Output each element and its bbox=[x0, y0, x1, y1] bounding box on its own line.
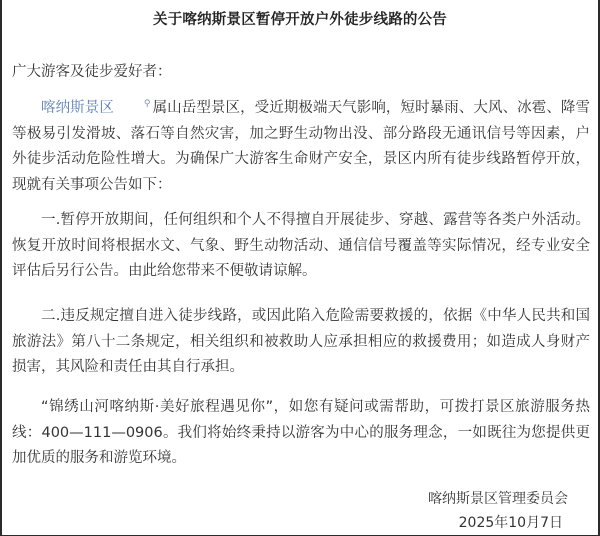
intro-paragraph bbox=[12, 96, 590, 198]
item-one-paragraph: 一.暂停开放期间，任何组织和个人不得擅自开展徒步、穿越、露营等各类户外活动。恢复开放时间将根据水文、气象、野生动物活动、通信信号覆盖等实际情况，经专业安全评估后另行公告。由此给您带来不便敬请谅解。 bbox=[12, 212, 590, 279]
closing-paragraph: “锦绣山河喀纳斯·美好旅程遇见你”，如您有疑问或需帮助，可拨打景区旅游服务热线：400—111—0906。我们将始终秉持以游客为中心的服务理念，一如既往为您提供更加优质的服务和游览环境。 bbox=[12, 399, 590, 466]
announcement-title: 关于喀纳斯景区暂停开放户外徒步线路的公告 bbox=[153, 12, 447, 28]
scenic-area-link[interactable]: 喀纳斯景区 bbox=[41, 100, 114, 116]
salutation: 广大游客及徒步爱好者： bbox=[12, 64, 172, 80]
announcement-date: 2025年10月7日 bbox=[458, 515, 563, 531]
signature: 喀纳斯景区管理委员会 bbox=[428, 491, 568, 507]
item-two-paragraph: 二.违反规定擅自进入徒步线路，或因此陷入危险需要救援的，依据《中华人民共和国旅游法》第八十二条规定，相关组织和被救助人应承担相应的救援费用；如造成人身财产损害，其风险和责任由其自行承担。 bbox=[12, 308, 590, 375]
intro-text: 属山岳型景区，受近期极端天气影响，短时暴雨、大风、冰雹、降雪等极易引发滑坡、落石等自然灾害，加之野生动物出没、部分路段无通讯信号等因素，户外徒步活动危险性增大。为确保广大游客生命财产安全，景区内所有徒步线路暂停开放，现就有关事项公告如下： bbox=[12, 100, 591, 193]
search-icon[interactable]: ⚲ bbox=[143, 99, 151, 110]
